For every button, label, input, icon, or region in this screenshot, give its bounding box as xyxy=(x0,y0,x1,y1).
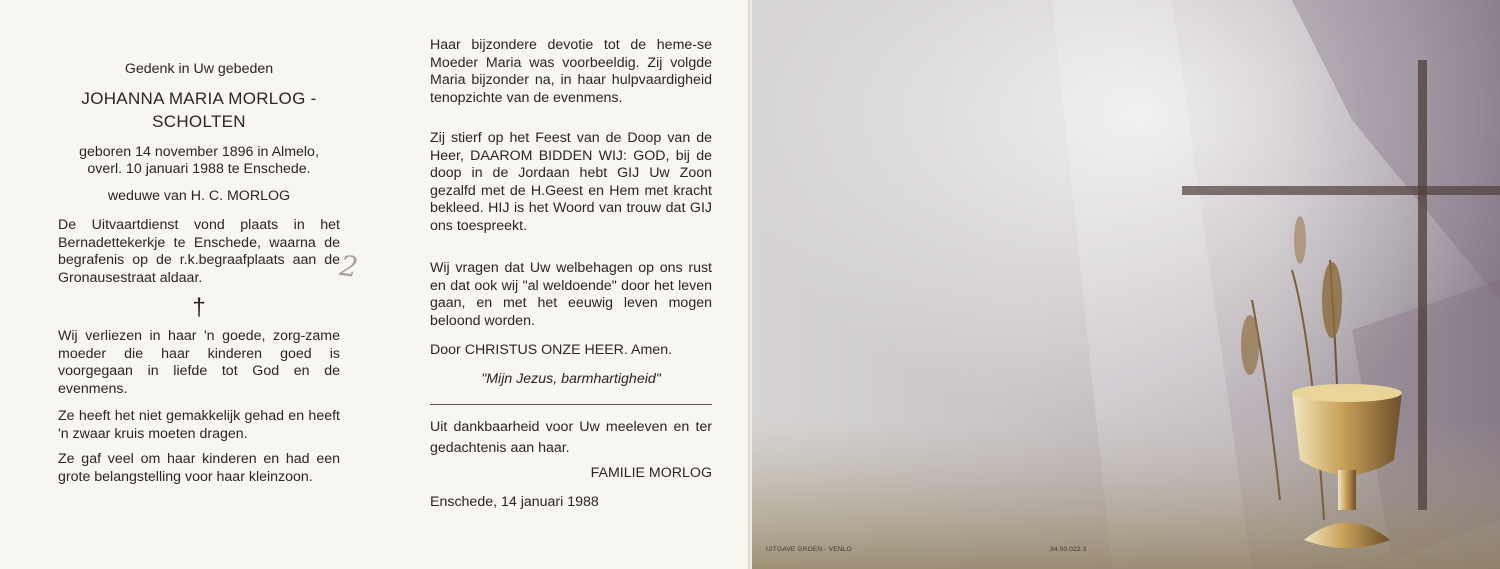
burden-paragraph: Ze heeft het niet gemakkelijk gehad en heeft 'n zwaar kruis moeten dragen. xyxy=(58,408,340,442)
deceased-name-line1: JOHANNA MARIA MORLOG - xyxy=(81,89,317,108)
publisher-credit: UITGAVE GROEN - VENLO xyxy=(766,546,852,553)
quote-line: "Mijn Jezus, barmhartigheid" xyxy=(481,371,661,387)
request-paragraph: Wij vragen dat Uw welbehagen op ons rust en dat ook wij "al weldoende" door het leven gaan, en met het eeuwig leven mogen beloond worden. xyxy=(430,260,712,329)
birth-line: geboren 14 november 1896 in Almelo, xyxy=(79,144,319,160)
prayer-closing: Door CHRISTUS ONZE HEER. Amen. xyxy=(430,342,673,358)
article-number: 34.00.022.3 xyxy=(1050,546,1087,553)
divider xyxy=(430,404,712,405)
devotion-paragraph: Haar bijzondere devotie tot de heme-se Moeder Maria was voorbeeldig. Zij volgde Maria bijzonder na, in haar hulpvaardigheid tenopzichte van de evenmens. xyxy=(430,37,712,106)
cross-icon: † xyxy=(192,294,206,321)
death-line: overl. 10 januari 1988 te Enschede. xyxy=(87,161,311,177)
funeral-paragraph: De Uitvaartdienst vond plaats in het Bernadettekerkje te Enschede, waarna de begrafenis op de r.k.begraafplaats aan de Gronausestraat aldaar. xyxy=(58,217,340,286)
deceased-name-line2: SCHOLTEN xyxy=(152,112,246,131)
prayer-paragraph: Zij stierf op het Feest van de Doop van de Heer, DAAROM BIDDEN WIJ: GOD, bij de doop in de Jordaan hebt GIJ Uw Zoon gezalfd met de H.Geest en Hem met kracht bekleed. HIJ is het Woord van trouw dat GIJ ons toespreekt. xyxy=(430,130,712,234)
grandson-paragraph: Ze gaf veel om haar kinderen en had een grote belangstelling voor haar kleinzoon. xyxy=(58,451,340,485)
pencil-annotation: 2 xyxy=(337,248,361,285)
family-signature: FAMILIE MORLOG xyxy=(590,465,712,481)
opening-line: Gedenk in Uw gebeden xyxy=(124,61,274,77)
card-cover xyxy=(752,0,1500,569)
thanks-paragraph: Uit dankbaarheid voor Uw meeleven en ter gedachtenis aan haar. xyxy=(430,419,712,456)
widow-line: weduwe van H. C. MORLOG xyxy=(107,188,291,204)
place-date: Enschede, 14 januari 1988 xyxy=(430,494,599,510)
mother-paragraph: Wij verliezen in haar 'n goede, zorg-zame moeder die haar kinderen goed is voorgegaan in liefde tot God en de evenmens. xyxy=(58,328,340,397)
chalice-painting xyxy=(752,0,1500,569)
